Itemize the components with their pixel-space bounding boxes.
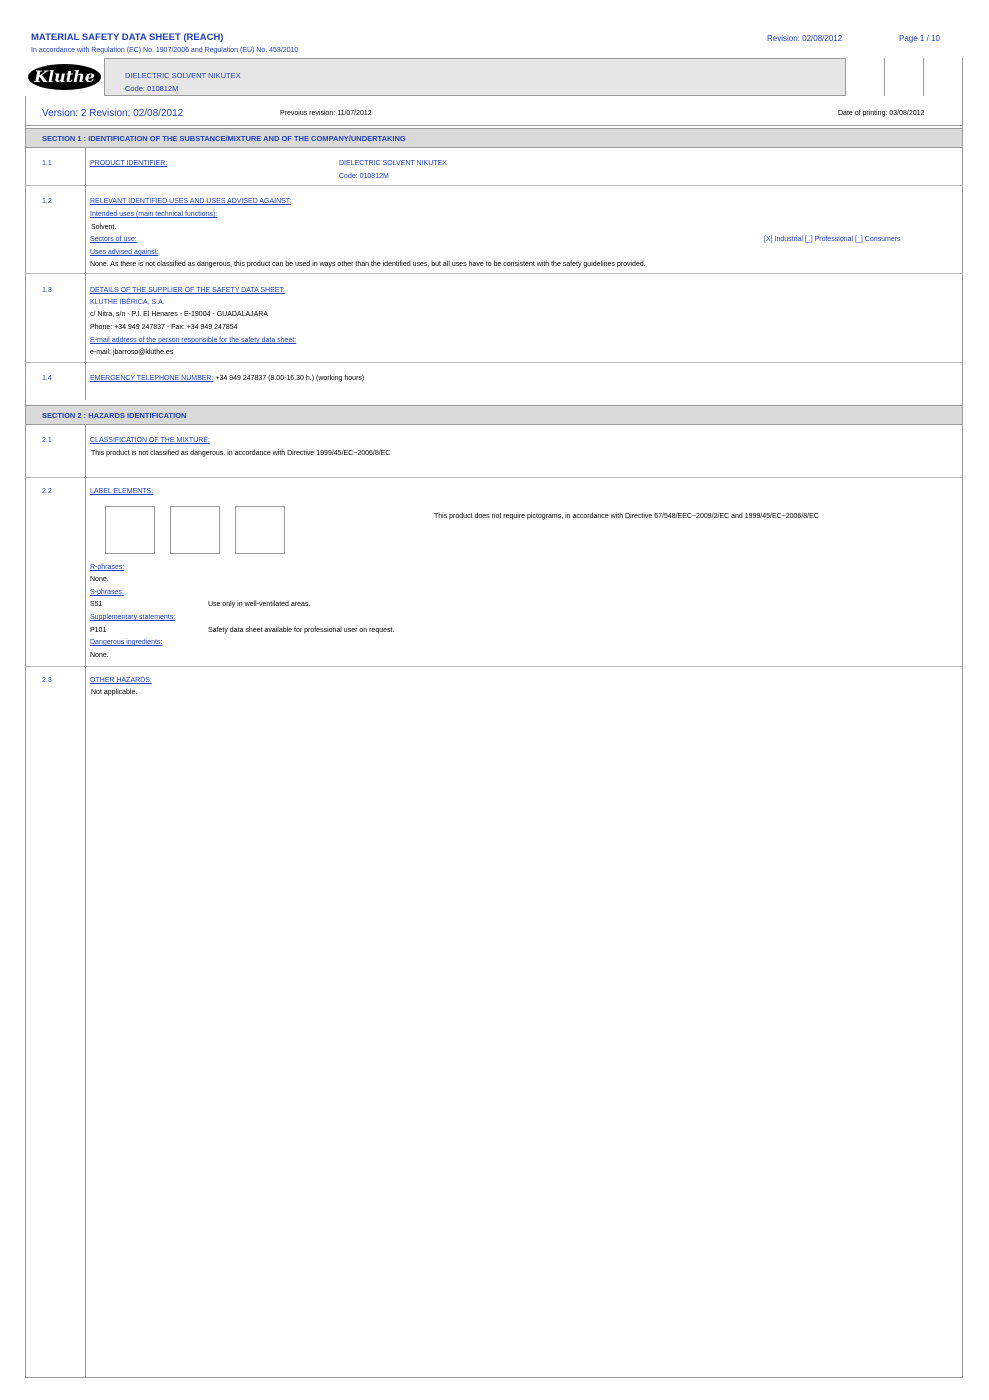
classification-text: This product is not classified as dangerous. in accordance with Directive 1999/45/EC~2006/8/EC <box>91 450 391 457</box>
sectors-of-use-value: [X] Industrial [_] Professional [_] Consumers <box>764 236 901 243</box>
section-1-1-number: 1.1 <box>42 160 52 167</box>
pictogram-box-1 <box>105 506 155 554</box>
other-hazards-text: Not applicable. <box>91 689 138 696</box>
s-phrase-text: Use only in well-ventilated areas. <box>208 601 311 608</box>
sectors-of-use-label: Sectors of use: <box>90 236 137 243</box>
section-1-header: SECTION 1 : IDENTIFICATION OF THE SUBSTANCE/MIXTURE AND OF THE COMPANY/UNDERTAKING <box>25 128 963 148</box>
product-identifier-label: PRODUCT IDENTIFIER: <box>90 160 168 167</box>
section-2-divider <box>85 425 86 1378</box>
r-phrases-value: None. <box>90 576 109 583</box>
section-2-2-number: 2.2 <box>42 488 52 495</box>
hazard-box-2 <box>884 58 923 96</box>
product-code: Code: 010812M <box>125 84 179 93</box>
previous-revision: Prevoius revision: 11/07/2012 <box>280 110 372 117</box>
label-elements-label: LABEL ELEMENTS: <box>90 488 154 495</box>
s-phrase-code: S51 <box>90 601 103 608</box>
product-identifier-name: DIELECTRIC SOLVENT NIKUTEX <box>339 160 447 167</box>
section-1-2-number: 1.2 <box>42 198 52 205</box>
emergency-phone-row <box>90 375 364 382</box>
section-2-1-number: 2.1 <box>42 437 52 444</box>
product-identifier-code: Code: 010812M <box>339 173 389 180</box>
hazard-box-1 <box>845 58 884 96</box>
pictogram-box-2 <box>170 506 220 554</box>
section-1-4-number: 1.4 <box>42 375 52 382</box>
relevant-uses-label: RELEVANT IDENTIFIED USES AND USES ADVISED AGAINST: <box>90 198 292 205</box>
dangerous-ingredients-value: None. <box>90 652 109 659</box>
document-frame <box>25 58 963 1378</box>
supplier-details-label: DETAILS OF THE SUPPLIER OF THE SAFETY DATA SHEET: <box>90 287 285 294</box>
other-hazards-label: OTHER HAZARDS: <box>90 677 152 684</box>
supplementary-label: Supplementary statements: <box>90 614 176 621</box>
responsible-email: e-mail: jbarroso@kluthe.es <box>90 349 174 356</box>
r-phrases-label: R-phrases: <box>90 564 125 571</box>
emergency-phone-value: +34 949 247837 (8.00-16.30 h.) (working hours) <box>213 375 365 382</box>
uses-advised-against-value: None. As there is not classified as dangerous, this product can be used in ways other than the identified uses, but all uses have to be consistent with the safety guidelines provided. <box>90 261 646 268</box>
divider <box>25 666 963 667</box>
section-2-3-number: 2.3 <box>42 677 52 684</box>
document-title: MATERIAL SAFETY DATA SHEET (REACH) <box>31 32 224 43</box>
supplementary-code: P101 <box>90 627 107 634</box>
divider <box>25 185 963 186</box>
supplier-phone-fax: Phone: +34 949 247837 - Fax: +34 949 247854 <box>90 324 238 331</box>
responsible-email-label: E-mail address of the person responsible for the safety data sheet: <box>90 337 297 344</box>
section-1-3-number: 1.3 <box>42 287 52 294</box>
section-2-header: SECTION 2 : HAZARDS IDENTIFICATION <box>25 405 963 425</box>
supplier-company: KLUTHE IBÉRICA, S.A. <box>90 299 165 306</box>
divider <box>25 362 963 363</box>
dangerous-ingredients-label: Dangerous ingredients: <box>90 639 163 646</box>
page-number: Page 1 / 10 <box>899 34 940 43</box>
intended-uses-label: Intended uses (main technical functions): <box>90 211 218 218</box>
uses-advised-against-label: Uses advised against: <box>90 249 159 256</box>
version-revision: Version: 2 Revision: 02/08/2012 <box>42 108 184 119</box>
divider <box>25 477 963 478</box>
supplementary-text: Safety data sheet available for professional user on request. <box>208 627 395 634</box>
divider <box>25 273 963 274</box>
supplier-address: c/ Nitra, s/n - P.I. El Henares - E-19004 - GUADALAJARA <box>90 311 269 318</box>
intended-uses-value: Solvent. <box>91 224 117 231</box>
pictogram-note: This product does not require pictograms, in accordance with Directive 67/548/EEC~2009/2/EC and 1999/45/EC~2006/8/EC <box>434 513 819 520</box>
regulation-subtitle: In accordance with Regulation (EC) No. 1907/2006 and Regulation (EU) No. 453/2010 <box>31 47 299 54</box>
classification-label: CLASSIFICATION OF THE MIXTURE: <box>90 437 210 444</box>
pictogram-box-3 <box>235 506 285 554</box>
emergency-phone-label: EMERGENCY TELEPHONE NUMBER: <box>90 375 214 382</box>
kluthe-logo: Kluthe <box>28 64 101 90</box>
product-name: DIELECTRIC SOLVENT NIKUTEX <box>125 71 241 80</box>
s-phrases-label: S-phrases: <box>90 589 124 596</box>
hazard-box-3 <box>923 58 963 96</box>
header-revision: Revision: 02/08/2012 <box>767 34 843 43</box>
date-of-printing: Date of printing: 03/08/2012 <box>838 110 925 117</box>
